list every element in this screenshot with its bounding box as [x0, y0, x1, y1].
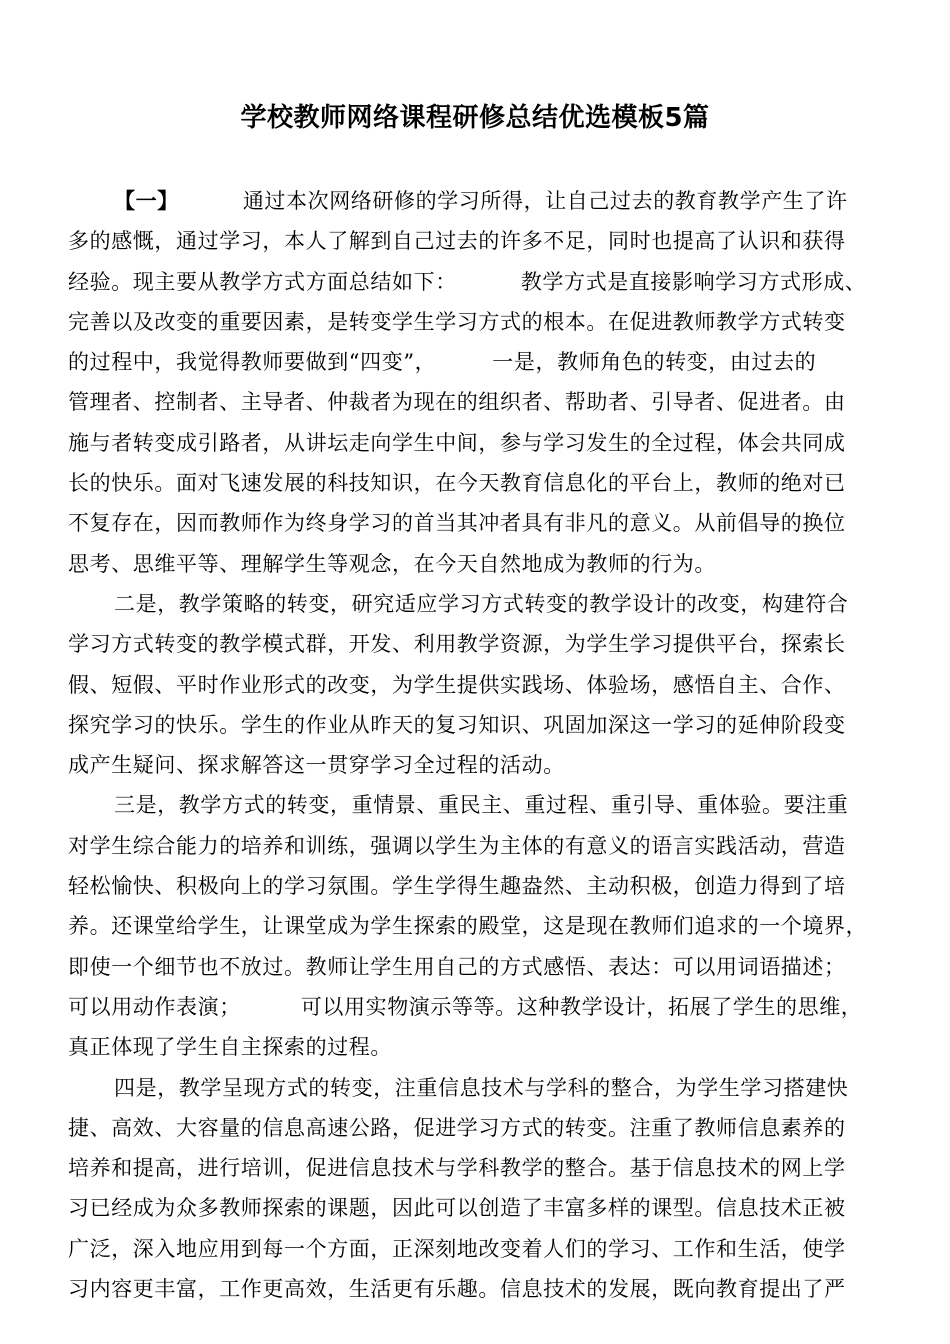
- text-line: 成产生疑问、探求解答这一贯穿学习全过程的活动。: [68, 753, 565, 778]
- text-line: 培养和提高，进行培训，促进信息技术与学科教学的整合。基于信息技术的网上学: [68, 1156, 846, 1181]
- text-line: 即使一个细节也不放过。教师让学生用自己的方式感悟、表达：可以用词语描述；: [68, 954, 846, 979]
- text-line: 二是，教学策略的转变，研究适应学习方式转变的教学设计的改变，构建符合: [114, 591, 849, 616]
- text-line: [68, 181, 898, 221]
- text-line: 对学生综合能力的培养和训练，强调以学生为主体的有意义的语言实践活动，营造: [68, 833, 846, 858]
- text-segment: 可以用动作表演；: [68, 994, 241, 1019]
- document-title: 学校教师网络课程研修总结优选模板5篇: [240, 103, 710, 133]
- text-line: 捷、高效、大容量的信息高速公路，促进学习方式的转变。注重了教师信息素养的: [68, 1115, 846, 1140]
- text-line: 长的快乐。面对飞速发展的科技知识，在今天教育信息化的平台上，教师的绝对已: [68, 471, 846, 496]
- text-segment: 的过程中，我觉得教师要做到“四变”，: [68, 350, 437, 375]
- text-line: 完善以及改变的重要因素，是转变学生学习方式的根本。在促进教师教学方式转变: [68, 309, 846, 334]
- text-line: 管理者、控制者、主导者、仲裁者为现在的组织者、帮助者、引导者、促进者。由: [68, 390, 846, 415]
- text-line: 施与者转变成引路者，从讲坛走向学生中间，参与学习发生的全过程，体会共同成: [68, 430, 846, 455]
- text-segment: 教学方式是直接影响学习方式形成、: [520, 269, 867, 294]
- text-segment: 一是，教师角色的转变，由过去的: [492, 350, 817, 375]
- text-segment: 通过本次网络研修的学习所得，让自己过去的教育教学产生了许: [242, 189, 848, 213]
- text-line: 习内容更丰富，工作更高效，生活更有乐趣。信息技术的发展，既向教育提出了严: [68, 1277, 846, 1302]
- text-line: 广泛，深入地应用到每一个方面，正深刻地改变着人们的学习、工作和生活，使学: [68, 1236, 846, 1261]
- text-line: [68, 262, 898, 302]
- text-line: 习已经成为众多教师探索的课题，因此可以创造了丰富多样的课型。信息技术正被: [68, 1196, 846, 1221]
- text-line: 真正体现了学生自主探索的过程。: [68, 1035, 392, 1060]
- text-line: 养。还课堂给学生，让课堂成为学生探索的殿堂，这是现在教师们追求的一个境界，: [68, 914, 868, 939]
- text-line: 四是，教学呈现方式的转变，注重信息技术与学科的整合，为学生学习搭建快: [114, 1075, 849, 1100]
- text-line: 假、短假、平时作业形式的改变，为学生提供实践场、体验场，感悟自主、合作、: [68, 672, 846, 697]
- text-line: 轻松愉快、积极向上的学习氛围。学生学得生趣盎然、主动积极，创造力得到了培: [68, 874, 846, 899]
- text-line: [68, 342, 898, 382]
- text-segment: 可以用实物演示等等。这种教学设计，拓展了学生的思维，: [300, 994, 863, 1019]
- text-line: 三是，教学方式的转变，重情景、重民主、重过程、重引导、重体验。要注重: [114, 793, 849, 818]
- section-marker: 【一】: [114, 188, 179, 213]
- text-line: [68, 987, 898, 1027]
- text-line: 多的感慨，通过学习，本人了解到自己过去的许多不足，同时也提高了认识和获得: [68, 229, 846, 254]
- text-line: 思考、思维平等、理解学生等观念，在今天自然地成为教师的行为。: [68, 551, 716, 576]
- text-line: 学习方式转变的教学模式群，开发、利用教学资源，为学生学习提供平台，探索长: [68, 632, 846, 657]
- text-line: 探究学习的快乐。学生的作业从昨天的复习知识、巩固加深这一学习的延伸阶段变: [68, 712, 846, 737]
- document-body: [68, 181, 898, 1309]
- text-segment: 经验。现主要从教学方式方面总结如下：: [68, 269, 457, 294]
- text-line: 不复存在，因而教师作为终身学习的首当其冲者具有非凡的意义。从前倡导的换位: [68, 511, 846, 536]
